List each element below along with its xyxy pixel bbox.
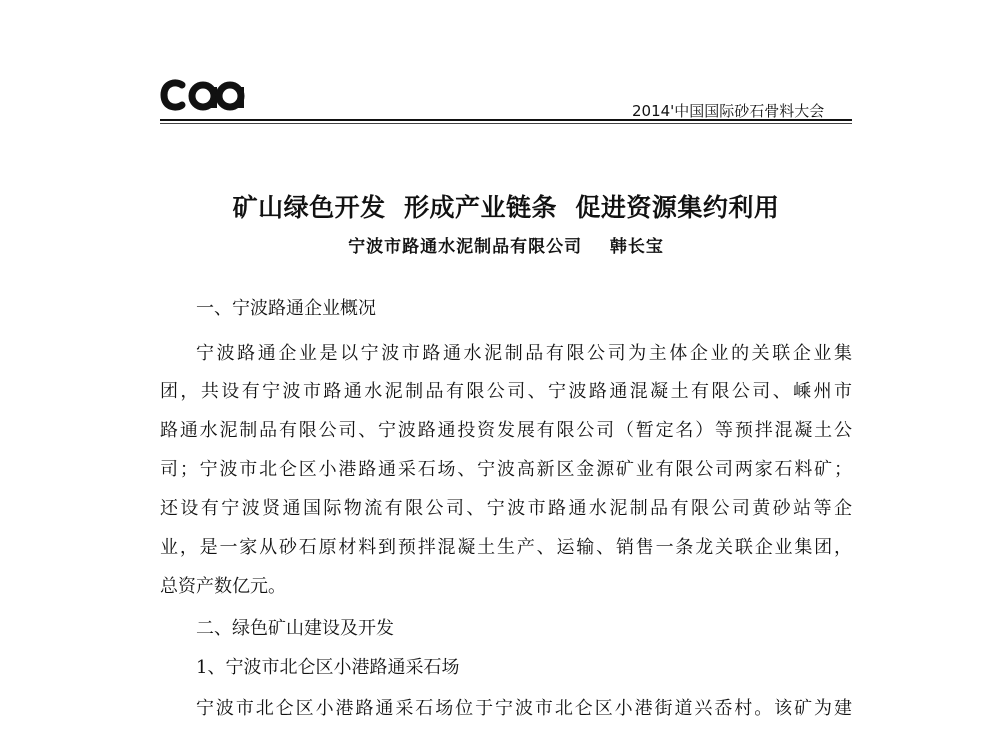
caa-logo xyxy=(160,78,246,112)
paragraph-line: 团，共设有宁波市路通水泥制品有限公司、宁波路通混凝土有限公司、嵊州市 xyxy=(160,381,852,402)
document-title: 矿山绿色开发 形成产业链条 促进资源集约利用 xyxy=(232,193,780,222)
paragraph-line: 总资产数亿元。 xyxy=(160,576,286,597)
paragraph-line: 还设有宁波贤通国际物流有限公司、宁波市路通水泥制品有限公司黄砂站等企 xyxy=(160,498,852,519)
conference-title: 2014'中国国际砂石骨料大会 xyxy=(632,102,825,120)
paragraph-line: 司；宁波市北仑区小港路通采石场、宁波高新区金源矿业有限公司两家石料矿； xyxy=(160,459,852,480)
paragraph-line: 业，是一家从砂石原材料到预拌混凝土生产、运输、销售一条龙关联企业集团， xyxy=(160,537,852,558)
section-2-subheading: 1、宁波市北仑区小港路通采石场 xyxy=(196,657,460,678)
author-line: 宁波市路通水泥制品有限公司 韩长宝 xyxy=(348,237,664,257)
paragraph-line: 宁波路通企业是以宁波市路通水泥制品有限公司为主体企业的关联企业集 xyxy=(196,343,852,364)
header-rule-thin xyxy=(160,123,852,124)
paragraph-line: 路通水泥制品有限公司、宁波路通投资发展有限公司（暂定名）等预拌混凝土公 xyxy=(160,420,852,441)
paragraph-line: 宁波市北仑区小港路通采石场位于宁波市北仑区小港街道兴岙村。该矿为建 xyxy=(196,698,852,719)
section-2-heading: 二、绿色矿山建设及开发 xyxy=(196,618,394,639)
section-1-heading: 一、宁波路通企业概况 xyxy=(196,298,376,319)
header-rule xyxy=(160,119,852,121)
